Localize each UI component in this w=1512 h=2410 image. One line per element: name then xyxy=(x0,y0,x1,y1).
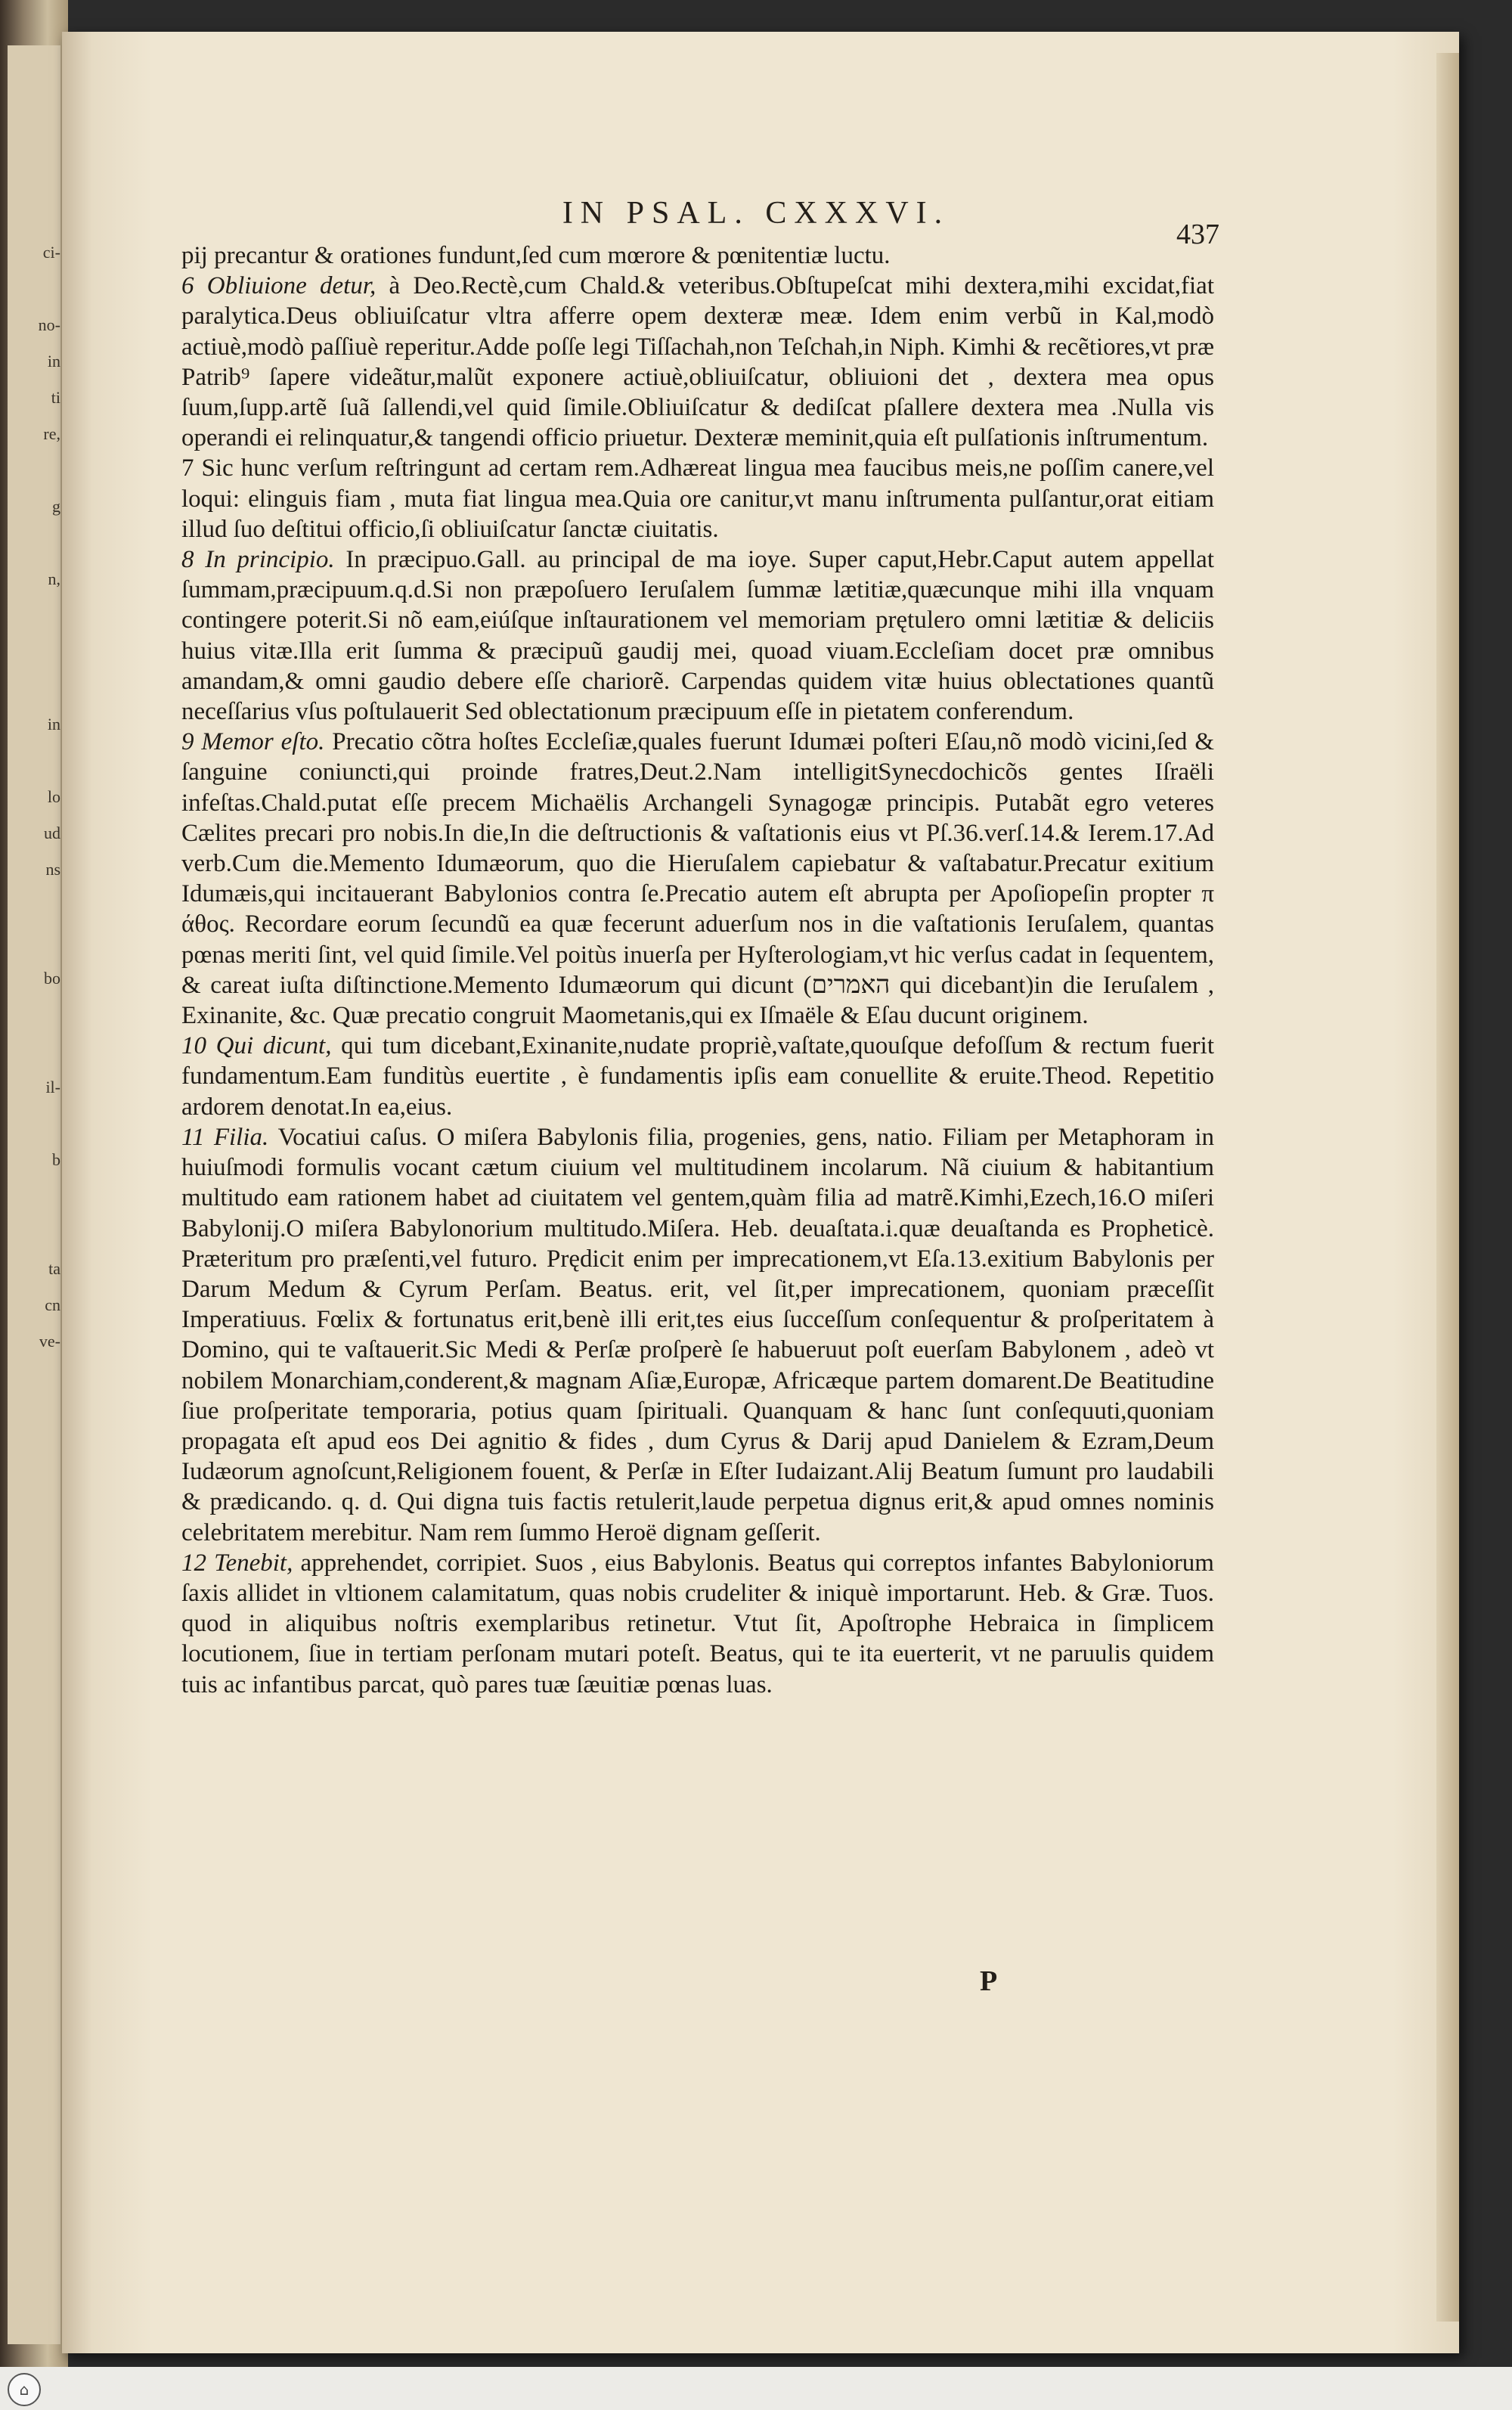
lemma: 8 In principio. xyxy=(181,546,346,574)
viewer-footer xyxy=(0,2367,1512,2410)
facing-page-edge xyxy=(8,45,60,2344)
lemma: 10 Qui dicunt, xyxy=(181,1032,342,1060)
running-header: IN PSAL. CXXXVI. xyxy=(562,196,950,231)
facing-page-fragments: ci- no- in ti re, g n, in lo ud ns bo il- b ta cn ve- xyxy=(38,243,60,1351)
paragraph-verse-7: 7 Sic hunc verſum reſtringunt ad certam rem.Adhæreat lingua mea faucibus meis,ne poſſim canere,vel loqui: elinguis fiam , muta fiat lingua mea.Quia ore canitur,vt manu inſtrumenta pulſantur,orat eitiam illud ſuo deſtitui officio,ſi obliuiſcatur ſanctæ ciuitatis. xyxy=(181,454,1214,543)
page-number: 437 xyxy=(1176,219,1219,250)
lemma: 11 Filia. xyxy=(181,1123,278,1151)
paragraph-verse-10: 10 Qui dicunt, qui tum dicebant,Exinanite,nudate propriè,vaſtate,quouſque defoſſum & rectum fuerit fundamentum.Eam funditùs euertite , è fundamentis ipſis eam conuellite & eruite.Theod. Repetitio ardorem denotat.In ea,eius. xyxy=(181,1032,1215,1121)
lemma: 9 Memor eſto. xyxy=(181,728,333,756)
library-logo-icon: ⌂ xyxy=(8,2373,41,2406)
paragraph-verse-11: 11 Filia. Vocatiui caſus. O miſera Babylonis filia, progenies, gens, natio. Filiam per Metaphoram in huiuſmodi formulis vocant cætum ciuium vel multitudinem incolarum. Nã ciuium & habitantium multitudo eam rationem habet ad ciuitatem vel gentem,quàm filia ad matrẽ.Kimhi,Ezech,16.O miſeri Babylonij.O miſera Babylonorium multitudo.Miſera. Heb. deuaſtata.i.quæ deuaſtanda es Propheticè. Præteritum pro præſenti,vel futuro. Prędicit enim per imprecationem,vt Eſa.13.exitium Babylonis per Darum Medum & Cyrum Perſam. Beatus. erit, vel ſit,per imprecationem, quoniam præceſſit Imperatiuus. Fœlix & fortunatus erit,benè illi erit,tes eius ſucceſſum conſequentur & proſperitatem à Domino, qui te vaſtauerit.Sic Medi & Perſæ proſperè ſe habueruut poſt euerſam Babylonem , adeò vt nobilem Monarchiam,conderent,& magnam Aſiæ,Europæ, Africæque partem domarent.De Beatitudine ſiue proſperitate temporaria, potius quam ſpirituali. Quanquam & hanc ſunt conſequuti,quoniam propagata eſt apud eos Dei agnitio & fides , dum Cyrus & Darij apud Danielem & Ezram,Deum Iudæorum agnoſcunt,Religionem fouent, & Perſæ in Eſter Iudaizant.Alij Beatum ſumunt pro laudabili & prædicando. q. d. Qui digna tuis factis retulerit,laude perpetua dignus erit,& apud omnes nominis celebritatem merebitur. Nam rem ſummo Heroë dignam geſſerit. xyxy=(181,1123,1214,1546)
paragraph-0: pij precantur & orationes fundunt,ſed cum mœrore & pœnitentiæ luctu. xyxy=(181,242,891,269)
paragraph-verse-12: 12 Tenebit, apprehendet, corripiet. Suos , eius Babylonis. Beatus qui correptos infantes Babyloniorum ſaxis allidet in vltionem calamitatum, quas nobis crudeliter & iniquè importarunt. Heb. & Græ. Tuos. quod in aliquibus noſtris exemplaribus retinetur. Vtut ſit, Apoſtrophe Hebraica in ſimplicem locutionem, ſiue in tertiam perſonam mutari poteſt. Beatus, qui te ita euerterit, vt ne paruulis quidem tuis ac infantibus parcat, quò pares tuæ ſæuitiæ pœnas luas. xyxy=(181,1549,1214,1698)
paragraph-verse-8: 8 In principio. In præcipuo.Gall. au principal de ma ioye. Super caput,Hebr.Caput autem appellat ſummam,præcipuum.q.d.Si non præpoſuero Ieruſalem ſummæ lætitiæ,quæcunque mihi illa vnquam contingere poterit.Si nõ eam,eiúſque inſtaurationem vel memoriam prętulero omni lætitiæ & deliciis huius vitæ.Illa erit ſumma & præcipuũ gaudij mei, quoad viuam.Eccleſiam docet præ omnibus amandam,& omni gaudio debere eſſe chariorẽ. Carpendas quidem vitæ huius oblectationes quantũ neceſſarius vſus poſtulauerit Sed oblectationum præcipuum eſſe in pietatem conferendum. xyxy=(181,546,1215,726)
commentary-text xyxy=(181,240,1214,1700)
lemma: 6 Obliuione detur, xyxy=(181,272,389,300)
lemma: 12 Tenebit, xyxy=(181,1549,301,1577)
signature-mark: P xyxy=(980,1965,998,1997)
paragraph-verse-9: 9 Memor eſto. Precatio cõtra hoſtes Eccleſiæ,quales fuerunt Idumæi poſteri Eſau,nõ modò vicini,ſed & ſanguine coniuncti,qui proinde fratres,Deut.2.Nam intelligitSynecdochicõs gentes Iſraëli infeſtas.Chald.putat eſſe precem Michaëlis Archangeli Synagogæ principis. Putabãt egro veteres Cælites precari pro nobis.In die,In die deſtructionis & vaſtationis eius vt Pſ.36.verſ.14.& Ierem.17.Ad verb.Cum die.Memento Idumæorum, quo die Hieruſalem capiebatur & vaſtabatur.Precatur exitium Idumæis,qui incitauerant Babylonios contra ſe.Precatio autem eſt abrupta per Apoſiopeſin propter π άθος. Recordare eorum ſecundũ ea quæ fecerunt aduerſum nos in die vaſtationis Ieruſalem, quantas pœnas meriti ſint, vel quid ſimile.Vel poitùs inuerſa per Hyſterologiam,vt hic verſus cadat in ſequentem, & careat iuſta diſtinctione.Memento Idumæorum qui dicunt (האמרים qui dicebant)in die Ieruſalem , Exinanite, &c. Quæ precatio congruit Maometanis,qui ex Iſmaële & Eſau ducunt originem. xyxy=(181,728,1214,1030)
paragraph-verse-6: 6 Obliuione detur, à Deo.Rectè,cum Chald.& veteribus.Obſtupeſcat mihi dextera,mihi excidat,fiat paralytica.Deus obliuiſcatur vltra afferre opem dexteræ meæ. Idem enim verbũ in Kal,modò actiuè,modò paſſiuè reperitur.Adde poſſe legi Tiſſachah,non Teſchah,in Niph. Kimhi & recẽtiores,vt præ Patrib⁹ ſapere videãtur,malũt exponere actiuè,obliuiſcatur, obliuioni det , dextera mea opus ſuum,ſupp.artẽ ſuã ſallendi,vel quid ſimile.Obliuiſcatur & dediſcat pſallere dextera mea .Nulla vis operandi ei relinquatur,& tangendi officio priuetur. Dexteræ meminit,quia eſt pulſationis inſtrumentum. xyxy=(181,272,1214,452)
page-edge-shadow xyxy=(1436,53,1459,2322)
